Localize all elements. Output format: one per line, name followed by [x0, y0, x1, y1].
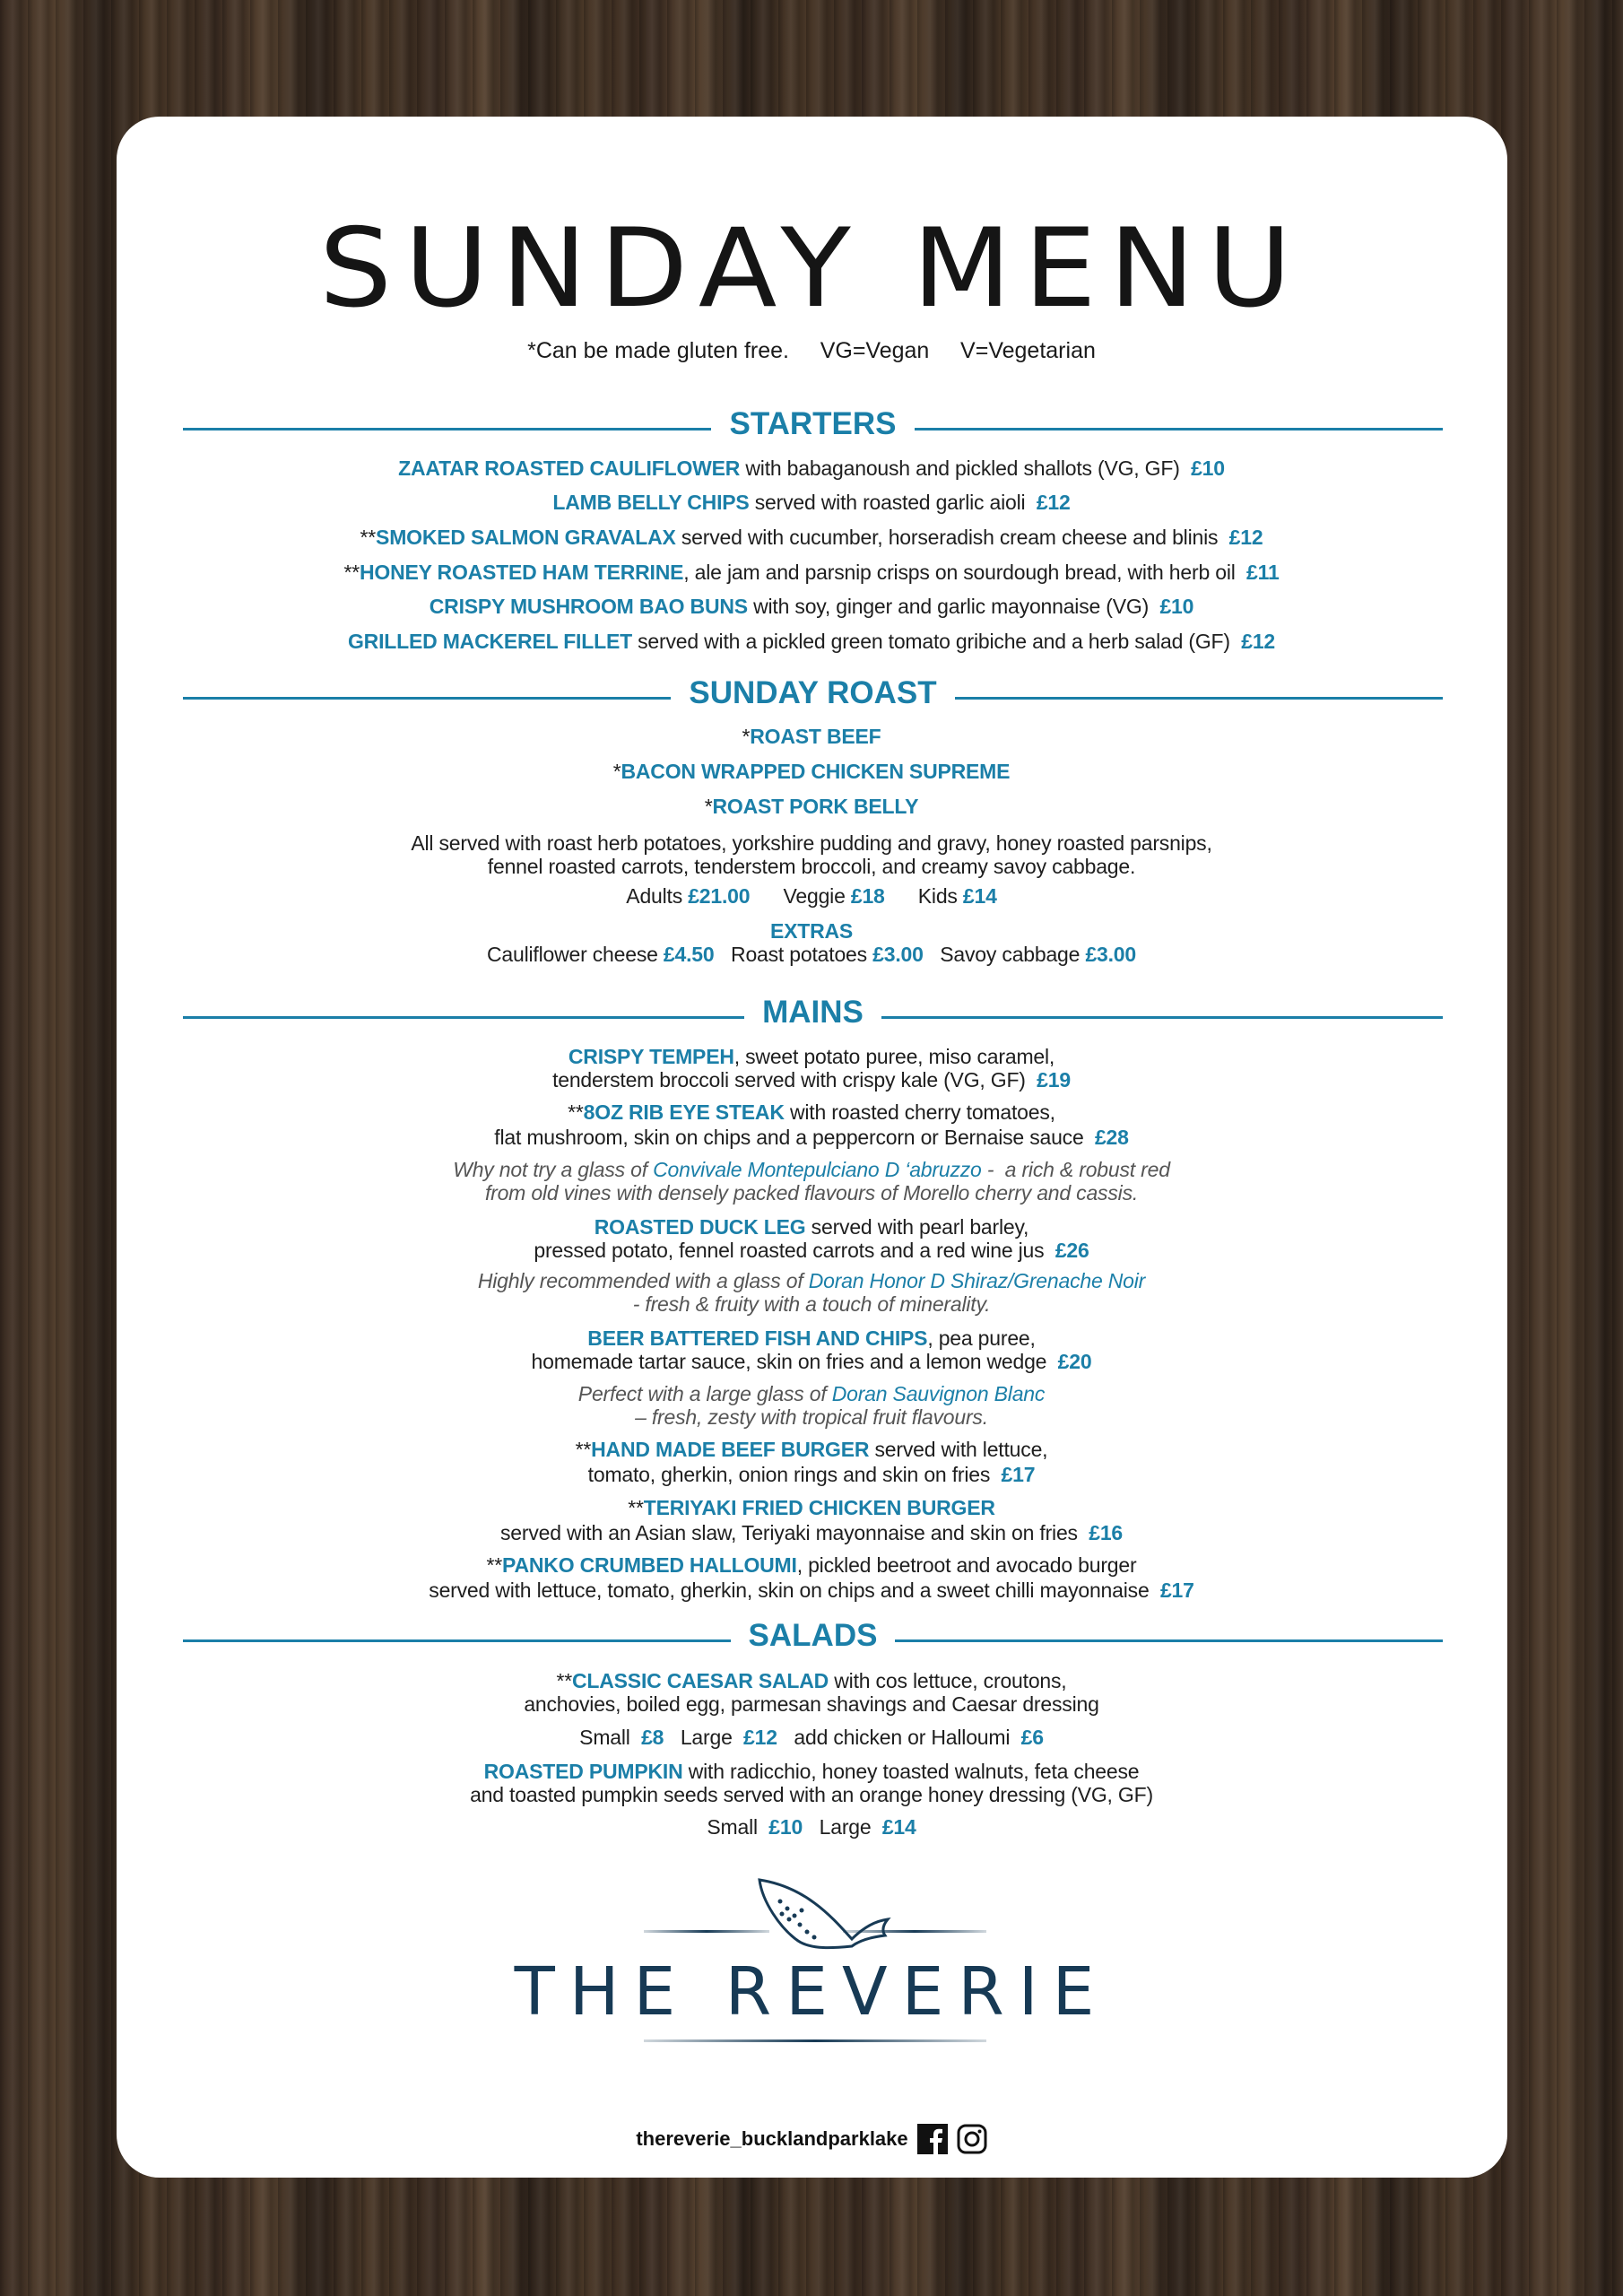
- item-price: £20: [1057, 1350, 1092, 1373]
- item-name: LAMB BELLY CHIPS: [552, 491, 750, 514]
- menu-line: [0, 489, 1623, 516]
- item-name: HONEY ROASTED HAM TERRINE: [359, 561, 684, 584]
- wine-note: Perfect with a large glass of: [577, 1382, 832, 1405]
- menu-line: [0, 758, 1623, 785]
- menu-line: [0, 883, 1623, 909]
- menu-line: [0, 1781, 1623, 1808]
- item-text: Small: [579, 1726, 642, 1749]
- section-header-mains: [183, 995, 1443, 1031]
- item-text: and toasted pumpkin seeds served with an orange honey dressing (VG, GF): [470, 1783, 1153, 1806]
- item-name: CRISPY MUSHROOM BAO BUNS: [429, 595, 748, 618]
- wine-name: Doran Sauvignon Blanc: [831, 1382, 1046, 1405]
- item-name: BEER BATTERED FISH AND CHIPS: [587, 1326, 928, 1350]
- item-price: £18: [850, 884, 885, 908]
- item-text: Savoy cabbage: [923, 943, 1086, 966]
- item-name: TERIYAKI FRIED CHICKEN BURGER: [643, 1496, 995, 1519]
- item-price: £12: [743, 1726, 777, 1749]
- menu-line: [0, 1404, 1623, 1431]
- menu-line: [0, 1124, 1623, 1151]
- menu-line: [0, 941, 1623, 968]
- item-name: EXTRAS: [769, 919, 854, 943]
- item-price: £12: [1228, 526, 1263, 549]
- section-title: MAINS: [748, 995, 878, 1030]
- menu-line: [0, 559, 1623, 586]
- menu-line: [0, 1179, 1623, 1206]
- item-name: ROASTED DUCK LEG: [594, 1215, 806, 1239]
- item-name: BACON WRAPPED CHICKEN SUPREME: [621, 760, 1011, 783]
- item-text: homemade tartar sauce, skin on fries and a lemon wedge: [531, 1350, 1058, 1373]
- menu-line: [0, 1461, 1623, 1488]
- section-header-starters: [183, 406, 1443, 442]
- item-text: Roast potatoes: [714, 943, 873, 966]
- menu-line: [0, 1519, 1623, 1546]
- item-price: £17: [1001, 1463, 1036, 1486]
- item-text: served with a pickled green tomato gribiche and a herb salad (GF): [631, 630, 1242, 653]
- item-name: PANKO CRUMBED HALLOUMI: [502, 1553, 797, 1577]
- item-price: £21.00: [688, 884, 751, 908]
- menu-line: [0, 1813, 1623, 1840]
- section-divider: [915, 428, 1443, 430]
- item-name: CRISPY TEMPEH: [568, 1045, 734, 1068]
- item-text: with cos lettuce, croutons,: [829, 1669, 1067, 1692]
- item-name: ZAATAR ROASTED CAULIFLOWER: [398, 457, 741, 480]
- item-text: *: [612, 760, 621, 783]
- item-price: £12: [1241, 630, 1276, 653]
- item-text: with roasted cherry tomatoes,: [784, 1100, 1055, 1124]
- item-text: served with pearl barley,: [805, 1215, 1029, 1239]
- section-header-salads: [183, 1618, 1443, 1654]
- item-text: served with an Asian slaw, Teriyaki mayonnaise and skin on fries: [499, 1521, 1089, 1544]
- item-text: served with lettuce,: [869, 1438, 1048, 1461]
- item-name: ROAST BEEF: [750, 725, 881, 748]
- item-price: £10: [1191, 457, 1225, 480]
- item-price: £8: [641, 1726, 664, 1749]
- item-price: £19: [1037, 1068, 1071, 1091]
- section-divider: [183, 697, 671, 700]
- item-price: £17: [1159, 1578, 1194, 1602]
- item-text: Cauliflower cheese: [486, 943, 664, 966]
- menu-line: [0, 793, 1623, 820]
- section-divider: [955, 697, 1443, 700]
- item-text: Kids: [884, 884, 963, 908]
- item-price: £6: [1020, 1726, 1044, 1749]
- item-text: , pea puree,: [927, 1326, 1036, 1350]
- item-text: served with cucumber, horseradish cream cheese and blinis: [675, 526, 1229, 549]
- item-text: , sweet potato puree, miso caramel,: [733, 1045, 1055, 1068]
- item-price: £12: [1036, 491, 1071, 514]
- item-text: with radicchio, honey toasted walnuts, feta cheese: [682, 1760, 1140, 1783]
- item-text: *: [704, 795, 713, 818]
- item-text: **: [486, 1553, 503, 1577]
- item-text: add chicken or Halloumi: [777, 1726, 1021, 1749]
- item-name: 8OZ RIB EYE STEAK: [583, 1100, 785, 1124]
- item-text: **: [575, 1438, 592, 1461]
- wine-note: Highly recommended with a glass of: [477, 1269, 809, 1292]
- item-text: **: [568, 1100, 584, 1124]
- item-price: £3.00: [1085, 943, 1136, 966]
- item-price: £28: [1094, 1126, 1129, 1149]
- item-text: Large: [664, 1726, 744, 1749]
- menu-line: [0, 1237, 1623, 1264]
- menu-line: [0, 1691, 1623, 1718]
- menu-line: [0, 853, 1623, 880]
- menu-line: [0, 1552, 1623, 1578]
- item-name: SMOKED SALMON GRAVALAX: [376, 526, 676, 549]
- wine-note: - fresh & fruity with a touch of minerality.: [632, 1292, 991, 1316]
- section-title: SALADS: [734, 1618, 892, 1653]
- menu-line: [0, 628, 1623, 655]
- section-divider: [183, 1016, 744, 1019]
- section-title: SUNDAY ROAST: [674, 675, 950, 710]
- item-name: GRILLED MACKEREL FILLET: [347, 630, 632, 653]
- facebook-icon[interactable]: [917, 2124, 948, 2154]
- item-text: flat mushroom, skin on chips and a peppercorn or Bernaise sauce: [494, 1126, 1095, 1149]
- menu-line: [0, 524, 1623, 551]
- menu-line: [0, 1494, 1623, 1521]
- item-text: anchovies, boiled egg, parmesan shavings and Caesar dressing: [524, 1692, 1099, 1716]
- menu-line: [0, 455, 1623, 482]
- item-text: Large: [803, 1815, 882, 1839]
- section-divider: [895, 1639, 1443, 1642]
- item-text: **: [343, 561, 360, 584]
- item-price: £3.00: [872, 943, 924, 966]
- item-text: served with lettuce, tomato, gherkin, skin on chips and a sweet chilli mayonnaise: [429, 1578, 1160, 1602]
- menu-line: [0, 1577, 1623, 1604]
- section-divider: [881, 1016, 1443, 1019]
- item-text: **: [628, 1496, 644, 1519]
- item-text: **: [360, 526, 377, 549]
- social-handle[interactable]: thereverie_bucklandparklake: [636, 2127, 908, 2150]
- menu-line: [0, 1099, 1623, 1126]
- item-price: £14: [881, 1815, 916, 1839]
- item-name: ROAST PORK BELLY: [712, 795, 919, 818]
- wine-note: – fresh, zesty with tropical fruit flavours.: [635, 1405, 988, 1429]
- item-name: CLASSIC CAESAR SALAD: [572, 1669, 829, 1692]
- item-text: , pickled beetroot and avocado burger: [796, 1553, 1137, 1577]
- page-title: SUNDAY MENU: [318, 204, 1305, 333]
- item-text: All served with roast herb potatoes, yorkshire pudding and gravy, honey roasted parsnips,: [411, 831, 1212, 855]
- item-text: Adults: [626, 884, 689, 908]
- item-name: HAND MADE BEEF BURGER: [591, 1438, 870, 1461]
- item-text: fennel roasted carrots, tenderstem broccoli, and creamy savoy cabbage.: [487, 855, 1136, 878]
- menu-line: [0, 1436, 1623, 1463]
- dietary-key: *Can be made gluten free. VG=Vegan V=Vegetarian: [527, 338, 1096, 363]
- item-price: £4.50: [663, 943, 715, 966]
- menu-line: [0, 1291, 1623, 1318]
- item-text: tomato, gherkin, onion rings and skin on fries: [587, 1463, 1002, 1486]
- instagram-icon[interactable]: [957, 2124, 987, 2154]
- item-text: with babaganoush and pickled shallots (VG, GF): [740, 457, 1192, 480]
- wine-note: Why not try a glass of: [453, 1158, 654, 1181]
- menu-line: [0, 593, 1623, 620]
- wine-name: Doran Honor D Shiraz/Grenache Noir: [808, 1269, 1146, 1292]
- item-name: ROASTED PUMPKIN: [483, 1760, 683, 1783]
- item-text: tenderstem broccoli served with crispy kale (VG, GF): [552, 1068, 1037, 1091]
- wine-name: Convivale Montepulciano D ‘abruzzo: [653, 1158, 982, 1181]
- menu-line: [0, 1348, 1623, 1375]
- item-text: pressed potato, fennel roasted carrots and a red wine jus: [534, 1239, 1055, 1262]
- menu-line: [0, 723, 1623, 750]
- item-price: £14: [962, 884, 997, 908]
- item-price: £11: [1246, 561, 1280, 584]
- item-text: **: [556, 1669, 572, 1692]
- wine-note: from old vines with densely packed flavours of Morello cherry and cassis.: [484, 1181, 1139, 1205]
- item-price: £26: [1055, 1239, 1089, 1262]
- item-text: with soy, ginger and garlic mayonnaise (VG): [747, 595, 1160, 618]
- section-title: STARTERS: [715, 406, 910, 441]
- item-text: served with roasted garlic aioli: [749, 491, 1037, 514]
- item-text: Veggie: [750, 884, 851, 908]
- menu-line: [0, 1066, 1623, 1093]
- item-price: £10: [768, 1815, 803, 1839]
- item-price: £10: [1159, 595, 1194, 618]
- section-divider: [183, 1639, 731, 1642]
- item-text: *: [742, 725, 751, 748]
- brand-name: THE REVERIE: [514, 1953, 1109, 2031]
- section-divider: [183, 428, 711, 430]
- item-text: , ale jam and parsnip crisps on sourdough bread, with herb oil: [683, 561, 1247, 584]
- wine-note: - a rich & robust red: [981, 1158, 1170, 1181]
- item-text: Small: [707, 1815, 769, 1839]
- social-footer: [0, 2124, 1623, 2154]
- menu-line: [0, 1724, 1623, 1751]
- section-header-sunday-roast: [183, 675, 1443, 711]
- item-price: £16: [1089, 1521, 1124, 1544]
